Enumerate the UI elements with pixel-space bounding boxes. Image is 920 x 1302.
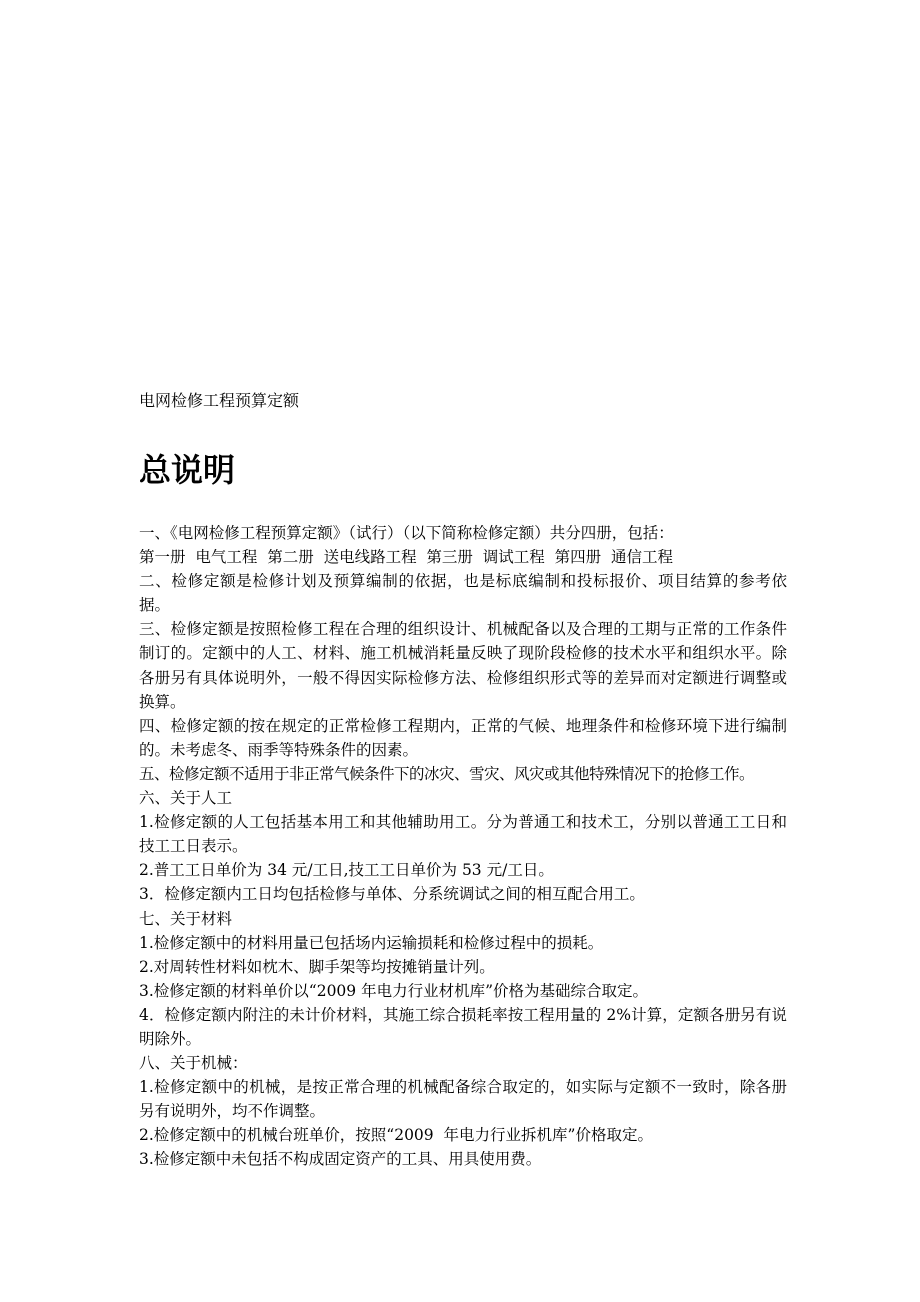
paragraph: 三、检修定额是按照检修工程在合理的组织设计、机械配备以及合理的工期与正常的工作条件制订的。定额中的人工、材料、施工机械消耗量反映了现阶段检修的技术水平和组织水平。除各册另有具体说明外，一般不得因实际检修方法、检修组织形式等的差异而对定额进行调整或换算。 [139,620,787,711]
paragraph: 六、关于人工 [139,789,233,808]
document-body [139,521,787,1172]
paragraph: 4．检修定额内附注的未计价材料，其施工综合损耗率按工程用量的 2%计算，定额各册另有说明除外。 [139,1005,787,1048]
page-title: 总说明 [139,451,236,489]
paragraph: 二、检修定额是检修计划及预算编制的依据，也是标底编制和投标报价、项目结算的参考依据。 [139,572,787,615]
paragraph: 1.检修定额中的机械，是按正常合理的机械配备综合取定的，如实际与定额不一致时，除各册另有说明外，均不作调整。 [139,1078,787,1121]
paragraph: 2.对周转性材料如枕木、脚手架等均按摊销量计列。 [139,957,495,976]
paragraph: 第一册 电气工程 第二册 送电线路工程 第三册 调试工程 第四册 通信工程 [139,548,673,567]
paragraph: 3．检修定额内工日均包括检修与单体、分系统调试之间的相互配合用工。 [139,885,645,904]
paragraph: 七、关于材料 [139,909,233,928]
document-header: 电网检修工程预算定额 [139,391,300,410]
paragraph: 1.检修定额的人工包括基本用工和其他辅助用工。分为普通工和技术工，分别以普通工工日和技工工日表示。 [139,813,787,856]
paragraph: 五、检修定额不适用于非正常气候条件下的冰灾、雪灾、风灾或其他特殊情况下的抢修工作。 [139,764,755,783]
paragraph: 2.检修定额中的机械台班单价，按照“2009 年电力行业拆机库”价格取定。 [139,1126,653,1145]
paragraph: 3.检修定额中未包括不构成固定资产的工具、用具使用费。 [139,1150,542,1169]
paragraph: 一、《电网检修工程预算定额》（试行）（以下简称检修定额）共分四册，包括： [139,524,674,542]
paragraph: 3.检修定额的材料单价以“2009 年电力行业材机库”价格为基础综合取定。 [139,981,649,1000]
paragraph: 八、关于机械： [139,1054,248,1073]
paragraph: 四、检修定额的按在规定的正常检修工程期内，正常的气候、地理条件和检修环境下进行编制的。未考虑冬、雨季等特殊条件的因素。 [139,716,787,759]
paragraph: 1.检修定额中的材料用量已包括场内运输损耗和检修过程中的损耗。 [139,933,604,952]
paragraph: 2.普工工日单价为 34 元/工日,技工工日单价为 53 元/工日。 [139,861,554,880]
